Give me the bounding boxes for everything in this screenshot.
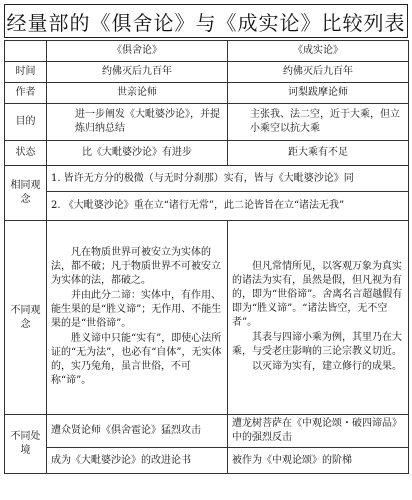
- status-col1: 比《大毗婆沙论》有进步: [47, 141, 228, 166]
- row-label-different: 不同观念: [5, 221, 47, 415]
- environment-row2-col2: 被作为《中观论颂》的阶梯: [228, 448, 409, 474]
- table-row-time: [5, 62, 409, 83]
- different-col2-para-2: 其表与四谛小乘为例，其里乃在大乘，与受老庄影响的三论宗教义切近。: [232, 332, 402, 357]
- table-row-similar-1: [5, 166, 409, 192]
- header-col2: 《成实论》: [228, 41, 409, 62]
- different-col1-para-1: 凡在物质世界可被安立为实体的法，都不破；凡于物质世界不可被安立为实体的法，都破之。: [51, 247, 221, 286]
- row-label-environment: 不同处境: [5, 415, 47, 474]
- table-row-author: [5, 83, 409, 104]
- environment-row2-col1: 成为《大毗婆沙论》的改进论书: [47, 448, 228, 474]
- author-col2: 诃梨跋摩论师: [228, 83, 409, 104]
- purpose-col1: 进一步阐发《大毗婆沙论》，并提炼归纳总结: [47, 104, 228, 141]
- table-row-status: [5, 141, 409, 166]
- status-col2: 距大乘有不足: [228, 141, 409, 166]
- row-label-similar: 相同观念: [5, 166, 47, 221]
- time-col2: 约佛灭后九百年: [228, 62, 409, 83]
- similar-item-2: 2. 《大毗婆沙论》重在立“诸行无常”，此二论皆旨在立“诸法无我”: [47, 192, 409, 221]
- author-col1: 世亲论师: [47, 83, 228, 104]
- table-row-environment-2: [5, 448, 409, 474]
- similar-item-1: 1. 皆许无方分的极微（与无时分刹那）实有，皆与《大毗婆沙论》同: [47, 166, 409, 192]
- header-col1: 《俱舍论》: [47, 41, 228, 62]
- different-col2: [228, 221, 409, 415]
- header-blank-cell: [5, 41, 47, 62]
- table-header-row: [5, 41, 409, 62]
- environment-row1-col1: 遭众贤论师《俱舍雹论》猛烈攻击: [47, 415, 228, 448]
- different-col2-para-3: 以灭谛为实有，建立修行的成果。: [252, 361, 402, 372]
- different-col2-para-1: 但凡常情所见，以客观万象为真实的诸法为实有，虽然是假，但凡视为有的，即为“世俗谛”。舍离名言超越假有即为“胜义谛”。“诸法皆空，无不空者”。: [232, 261, 403, 328]
- different-col1-para-2: 并由此分二谛：实体中，有作用、能生果的是“胜义谛”；无作用、不能生果的是“世俗谛”。: [51, 290, 222, 329]
- table-row-environment-1: [5, 415, 409, 448]
- row-label-purpose: 目的: [5, 104, 47, 141]
- different-col1-para-3: 胜义谛中只能“实有”，即使心法所证的“无为法”，也必有“自体”，无实体的，实乃兔角，虽言世俗，不可称“谛”。: [51, 333, 222, 386]
- row-label-author: 作者: [5, 83, 47, 104]
- table-row-different: [5, 221, 409, 415]
- row-label-status: 状态: [5, 141, 47, 166]
- environment-row1-col2: 遭龙树菩萨在《中观论颂・破四谛品》中的强烈反击: [228, 415, 409, 448]
- time-col1: 约佛灭后九百年: [47, 62, 228, 83]
- different-col1: [47, 221, 228, 415]
- purpose-col2: 主张我、法二空，近于大乘，但立小乘空以抗大乘: [228, 104, 409, 141]
- comparison-table: [4, 40, 409, 474]
- table-row-purpose: [5, 104, 409, 141]
- page-title: 经量部的《俱舍论》与《成实论》比较列表: [4, 4, 408, 38]
- row-label-time: 时间: [5, 62, 47, 83]
- table-row-similar-2: [5, 192, 409, 221]
